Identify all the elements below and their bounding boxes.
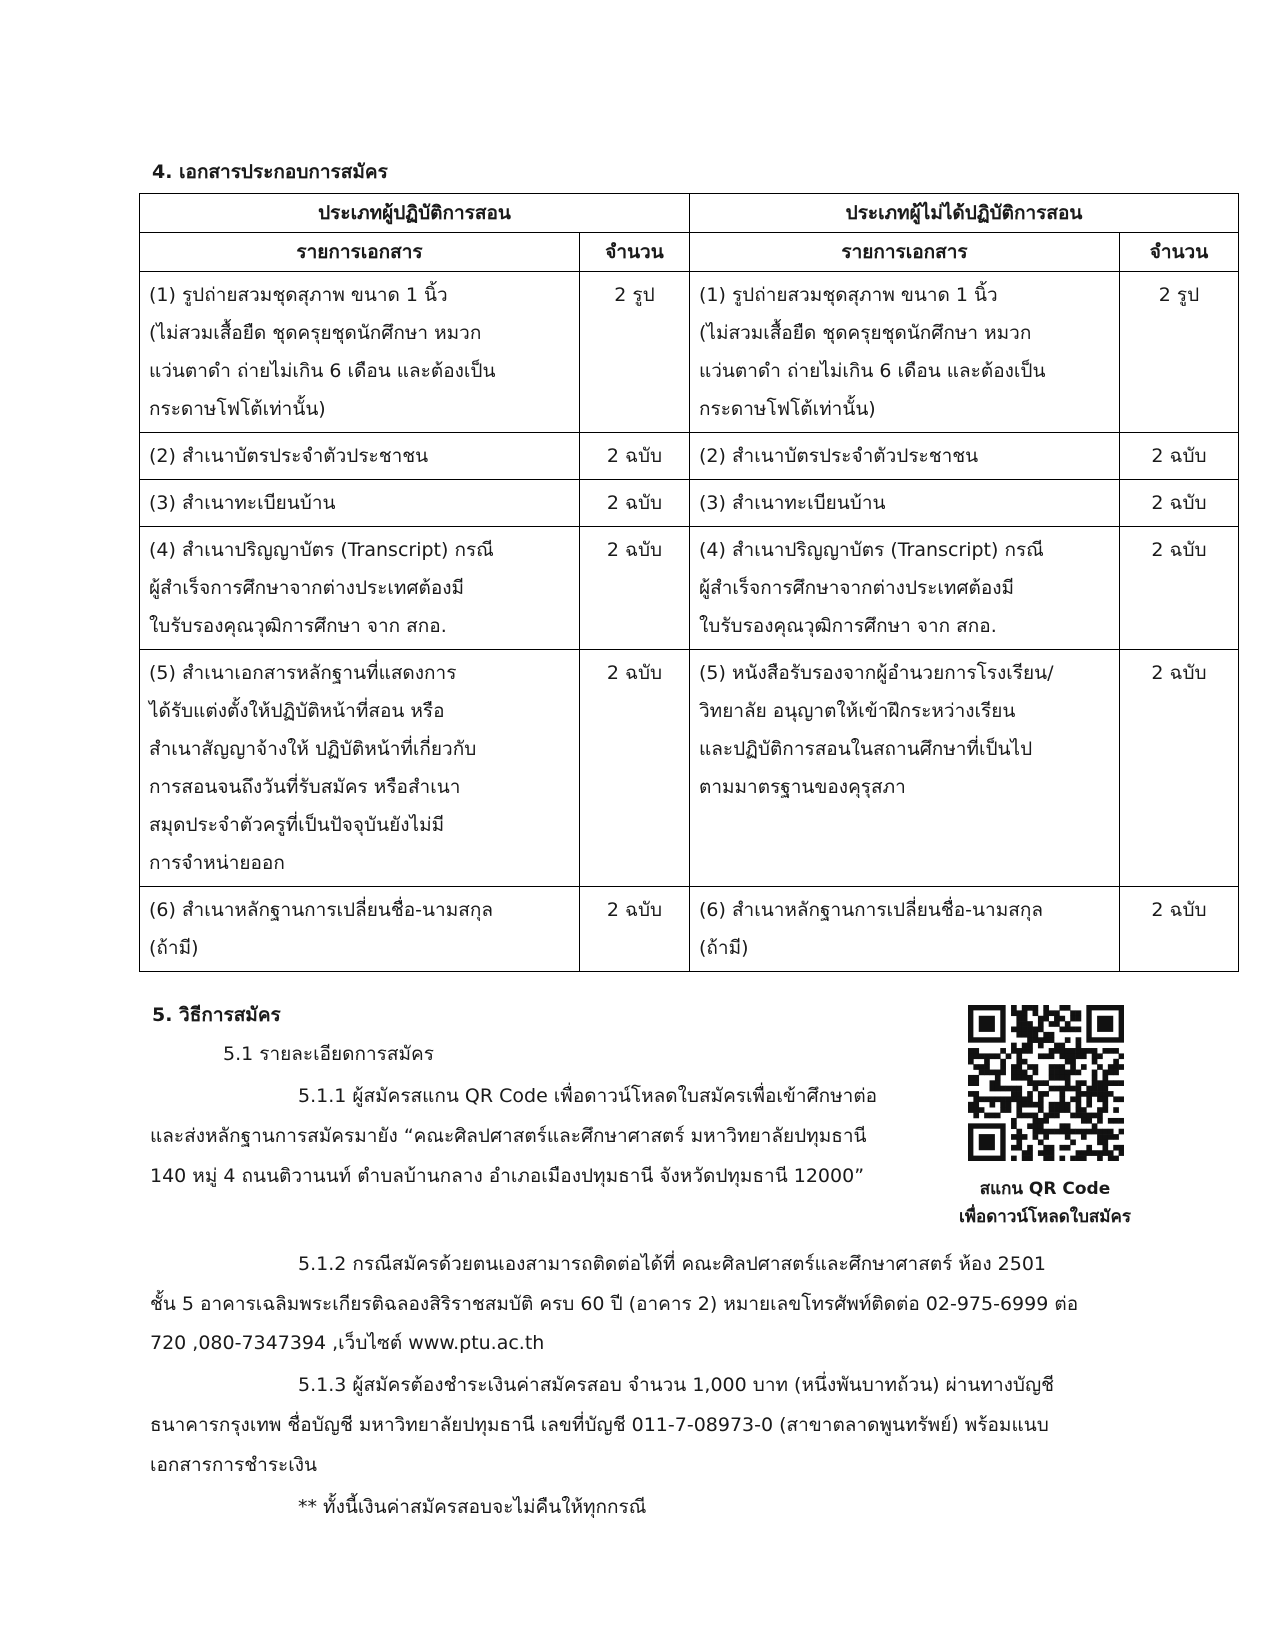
document-quantity: 2 ฉบับ bbox=[1120, 480, 1239, 527]
document-item: (2) สำเนาบัตรประจำตัวประชาชน bbox=[690, 433, 1120, 480]
paragraph-5-1-1: 5.1.1 ผู้สมัครสแกน QR Code เพื่อดาวน์โหลดใบสมัครเพื่อเข้าศึกษาต่อ bbox=[298, 1085, 878, 1107]
col-header-quantity: จำนวน bbox=[1120, 233, 1239, 272]
document-item: (6) สำเนาหลักฐานการเปลี่ยนชื่อ-นามสกุล (ถ้ามี) bbox=[690, 887, 1120, 972]
section-4-title: 4. เอกสารประกอบการสมัคร bbox=[152, 161, 388, 183]
col-header-documents: รายการเอกสาร bbox=[140, 233, 580, 272]
col-header-documents: รายการเอกสาร bbox=[690, 233, 1120, 272]
table-row bbox=[140, 272, 1239, 433]
document-quantity: 2 ฉบับ bbox=[580, 480, 690, 527]
table-group-header-row bbox=[140, 194, 1239, 233]
document-item: (6) สำเนาหลักฐานการเปลี่ยนชื่อ-นามสกุล (ถ้ามี) bbox=[140, 887, 580, 972]
refund-note: ** ทั้งนี้เงินค่าสมัครสอบจะไม่คืนให้ทุกกรณี bbox=[298, 1496, 647, 1518]
table-row bbox=[140, 650, 1239, 887]
paragraph-5-1-2: 720 ,080-7347394 ,เว็บไซต์ www.ptu.ac.th bbox=[150, 1332, 545, 1354]
document-quantity: 2 รูป bbox=[580, 272, 690, 433]
table-row bbox=[140, 480, 1239, 527]
document-quantity: 2 ฉบับ bbox=[580, 650, 690, 887]
document-item: (5) หนังสือรับรองจากผู้อำนวยการโรงเรียน/ วิทยาลัย อนุญาตให้เข้าฝึกระหว่างเรียน และปฏิบัติการสอนในสถานศึกษาที่เป็นไป ตามมาตรฐานของคุรุสภา bbox=[690, 650, 1120, 887]
document-quantity: 2 ฉบับ bbox=[1120, 650, 1239, 887]
document-item: (4) สำเนาปริญญาบัตร (Transcript) กรณี ผู้สำเร็จการศึกษาจากต่างประเทศต้องมี ใบรับรองคุณวุฒิการศึกษา จาก สกอ. bbox=[140, 527, 580, 650]
group-header-teaching: ประเภทผู้ปฏิบัติการสอน bbox=[140, 194, 690, 233]
document-quantity: 2 ฉบับ bbox=[580, 527, 690, 650]
document-item: (1) รูปถ่ายสวมชุดสุภาพ ขนาด 1 นิ้ว (ไม่สวมเสื้อยืด ชุดครุยชุดนักศึกษา หมวก แว่นตาดำ ถ่ายไม่เกิน 6 เดือน และต้องเป็น กระดาษโฟโต้เท่านั้น) bbox=[690, 272, 1120, 433]
subsection-5-1-heading: 5.1 รายละเอียดการสมัคร bbox=[223, 1043, 434, 1065]
document-quantity: 2 รูป bbox=[1120, 272, 1239, 433]
table-row bbox=[140, 887, 1239, 972]
table-row bbox=[140, 527, 1239, 650]
paragraph-5-1-2: 5.1.2 กรณีสมัครด้วยตนเองสามารถติดต่อได้ที่ คณะศิลปศาสตร์และศึกษาศาสตร์ ห้อง 2501 bbox=[298, 1253, 1047, 1275]
document-item: (2) สำเนาบัตรประจำตัวประชาชน bbox=[140, 433, 580, 480]
paragraph-5-1-1: และส่งหลักฐานการสมัครมายัง “คณะศิลปศาสตร์และศึกษาศาสตร์ มหาวิทยาลัยปทุมธานี bbox=[150, 1125, 867, 1147]
paragraph-5-1-2: ชั้น 5 อาคารเฉลิมพระเกียรติฉลองสิริราชสมบัติ ครบ 60 ปี (อาคาร 2) หมายเลขโทรศัพท์ติดต่อ 02-975-6999 ต่อ bbox=[150, 1293, 1079, 1315]
table-row bbox=[140, 433, 1239, 480]
paragraph-5-1-1: 140 หมู่ 4 ถนนติวานนท์ ตำบลบ้านกลาง อำเภอเมืองปทุมธานี จังหวัดปทุมธานี 12000” bbox=[150, 1165, 865, 1187]
documents-table bbox=[139, 193, 1239, 972]
paragraph-5-1-3: 5.1.3 ผู้สมัครต้องชำระเงินค่าสมัครสอบ จำนวน 1,000 บาท (หนึ่งพันบาทถ้วน) ผ่านทางบัญชี bbox=[298, 1374, 1055, 1396]
document-item: (3) สำเนาทะเบียนบ้าน bbox=[140, 480, 580, 527]
paragraph-5-1-3: เอกสารการชำระเงิน bbox=[150, 1454, 317, 1476]
document-quantity: 2 ฉบับ bbox=[580, 433, 690, 480]
document-item: (4) สำเนาปริญญาบัตร (Transcript) กรณี ผู้สำเร็จการศึกษาจากต่างประเทศต้องมี ใบรับรองคุณวุฒิการศึกษา จาก สกอ. bbox=[690, 527, 1120, 650]
document-quantity: 2 ฉบับ bbox=[1120, 433, 1239, 480]
document-quantity: 2 ฉบับ bbox=[580, 887, 690, 972]
table-column-header-row bbox=[140, 233, 1239, 272]
paragraph-5-1-3: ธนาคารกรุงเทพ ชื่อบัญชี มหาวิทยาลัยปทุมธานี เลขที่บัญชี 011-7-08973-0 (สาขาตลาดพูนทรัพย์) พร้อมแนบ bbox=[150, 1414, 1049, 1436]
qr-caption: สแกน QR Code bbox=[979, 1179, 1111, 1199]
col-header-quantity: จำนวน bbox=[580, 233, 690, 272]
qr-caption: เพื่อดาวน์โหลดใบสมัคร bbox=[959, 1207, 1131, 1227]
document-item: (3) สำเนาทะเบียนบ้าน bbox=[690, 480, 1120, 527]
qr-code-icon[interactable] bbox=[968, 1005, 1124, 1161]
document-item: (5) สำเนาเอกสารหลักฐานที่แสดงการ ได้รับแต่งตั้งให้ปฏิบัติหน้าที่สอน หรือ สำเนาสัญญาจ้างให้ ปฏิบัติหน้าที่เกี่ยวกับ การสอนจนถึงวันที่รับสมัคร หรือสำเนา สมุดประจำตัวครูที่เป็นปัจจุบันยังไม่มี การจำหน่ายออก bbox=[140, 650, 580, 887]
document-quantity: 2 ฉบับ bbox=[1120, 527, 1239, 650]
document-item: (1) รูปถ่ายสวมชุดสุภาพ ขนาด 1 นิ้ว (ไม่สวมเสื้อยืด ชุดครุยชุดนักศึกษา หมวก แว่นตาดำ ถ่ายไม่เกิน 6 เดือน และต้องเป็น กระดาษโฟโต้เท่านั้น) bbox=[140, 272, 580, 433]
document-quantity: 2 ฉบับ bbox=[1120, 887, 1239, 972]
section-5-title: 5. วิธีการสมัคร bbox=[152, 1004, 281, 1026]
group-header-non-teaching: ประเภทผู้ไม่ได้ปฏิบัติการสอน bbox=[690, 194, 1239, 233]
